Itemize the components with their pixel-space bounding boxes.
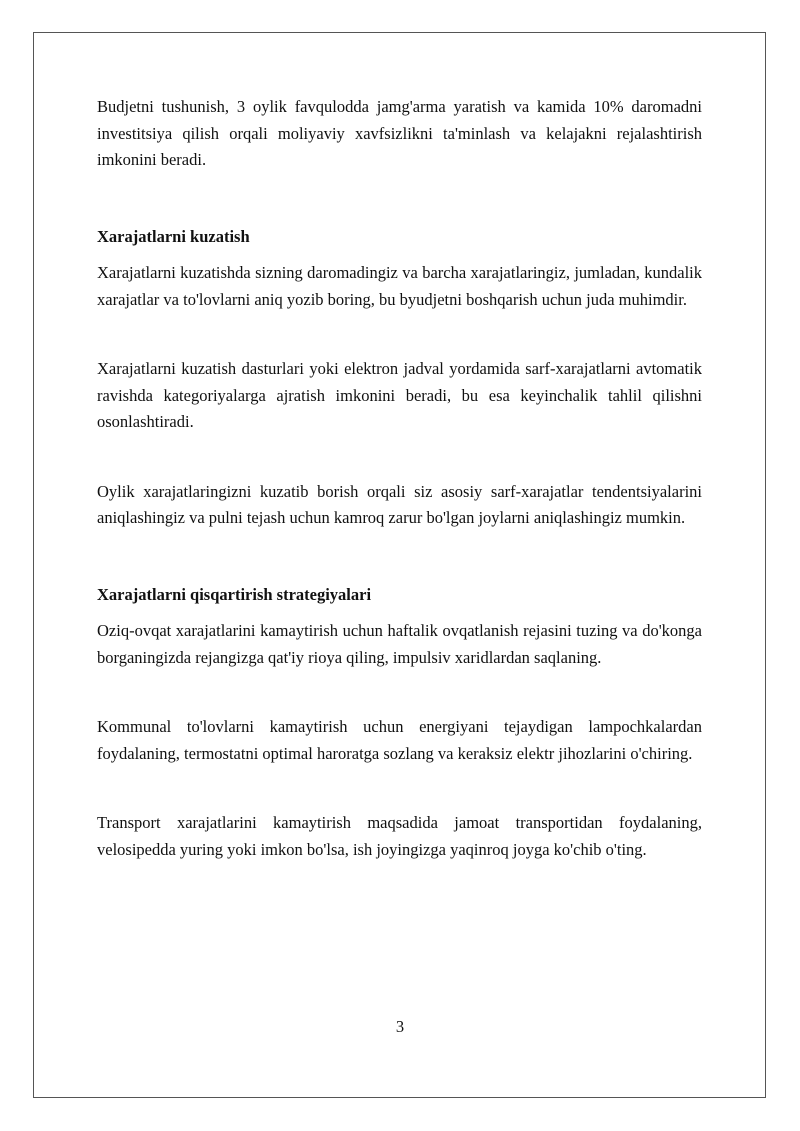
page-number: 3 xyxy=(395,1017,405,1036)
page-content xyxy=(97,94,702,863)
paragraph: Oziq-ovqat xarajatlarini kamaytirish uchun haftalik ovqatlanish rejasini tuzing va do'konga borganingizda rejangizga qat'iy rioya qiling, impulsiv xaridlardan saqlaning. xyxy=(97,621,702,667)
paragraph: Xarajatlarni kuzatishda sizning daromadingiz va barcha xarajatlaringiz, jumladan, kundalik xarajatlar va to'lovlarni aniq yozib boring, bu byudjetni boshqarish uchun juda muhimdir. xyxy=(97,263,702,309)
section-heading-expense-tracking: Xarajatlarni kuzatish xyxy=(97,226,250,246)
paragraph: Xarajatlarni kuzatish dasturlari yoki elektron jadval yordamida sarf-xarajatlarni avtomatik ravishda kategoriyalarga ajratish imkonini beradi, bu esa keyinchalik tahlil qilishni osonlashtiradi. xyxy=(97,359,702,431)
paragraph: Transport xarajatlarini kamaytirish maqsadida jamoat transportidan foydalaning, velosipedda yuring yoki imkon bo'lsa, ish joyingizga yaqinroq joyga ko'chib o'ting. xyxy=(97,813,702,859)
intro-paragraph: Budjetni tushunish, 3 oylik favqulodda jamg'arma yaratish va kamida 10% daromadni investitsiya qilish orqali moliyaviy xavfsizlikni ta'minlash va kelajakni rejalashtirish imkonini beradi. xyxy=(97,97,702,169)
section-heading-cost-cutting: Xarajatlarni qisqartirish strategiyalari xyxy=(97,584,372,604)
paragraph: Kommunal to'lovlarni kamaytirish uchun energiyani tejaydigan lampochkalardan foydalaning, termostatni optimal haroratga sozlang va keraksiz elektr jihozlarini o'chiring. xyxy=(97,717,702,763)
paragraph: Oylik xarajatlaringizni kuzatib borish orqali siz asosiy sarf-xarajatlar tendentsiyalarini aniqlashingiz va pulni tejash uchun kamroq zarur bo'lgan joylarni aniqlashingiz mumkin. xyxy=(97,481,702,527)
